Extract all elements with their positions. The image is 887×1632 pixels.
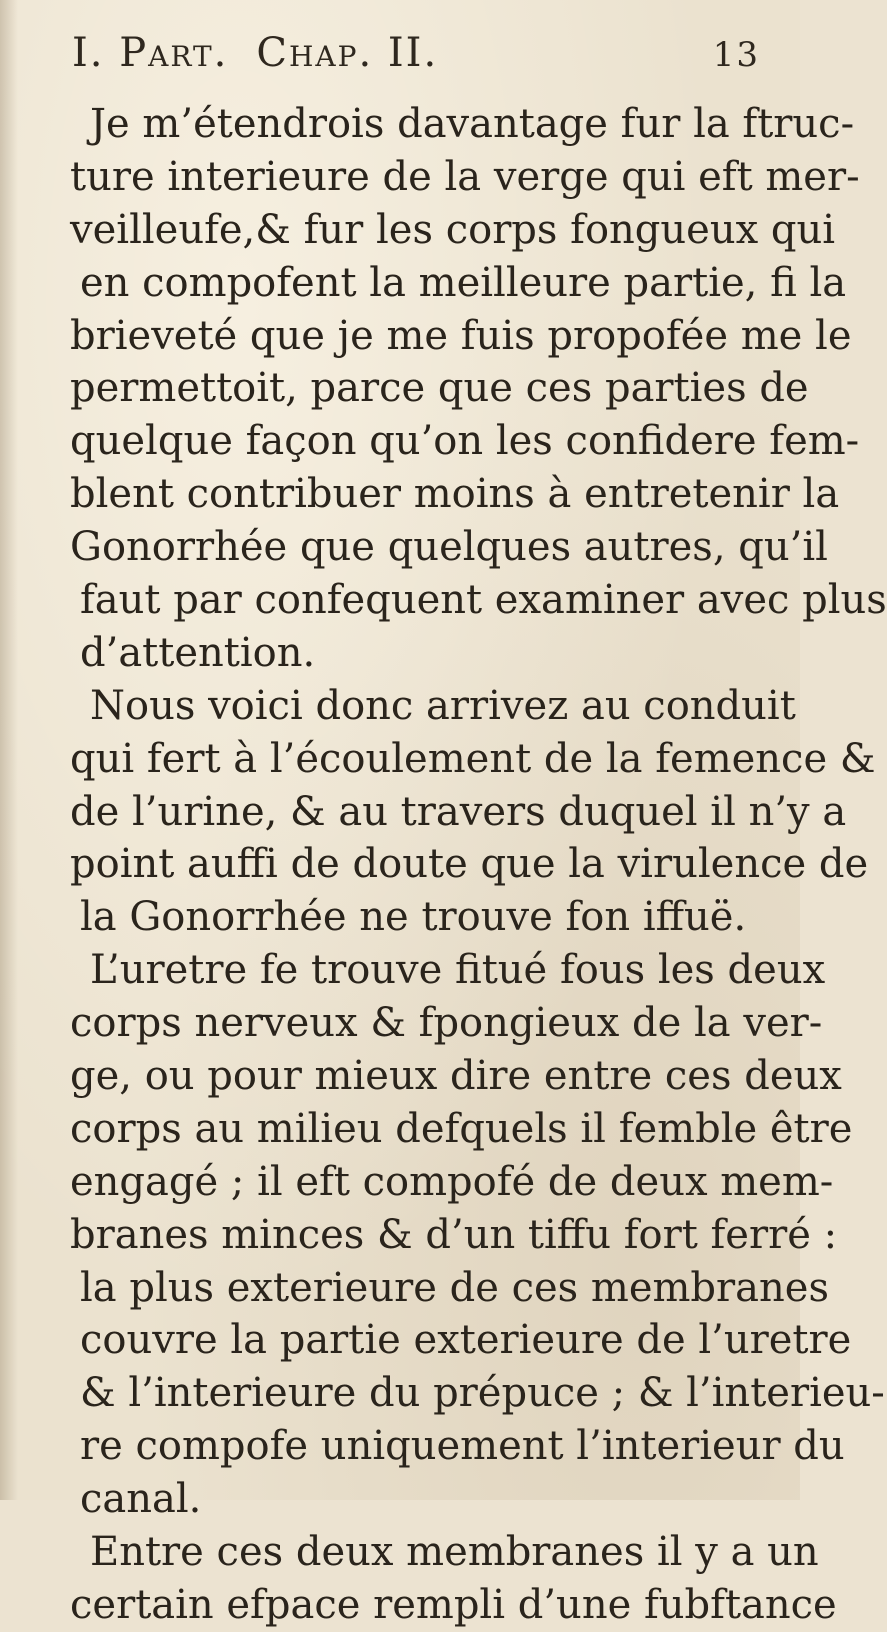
paragraph-start-line: Entre ces deux membranes il y a un — [90, 1529, 819, 1576]
text-line: en compofent la meilleure partie, fi la — [80, 259, 847, 306]
text-line: blent contribuer moins à entretenir la — [70, 471, 840, 518]
text-line: ture interieure de la verge qui eft mer- — [70, 153, 860, 200]
text-line: couvre la partie exterieure de l’uretre — [80, 1317, 852, 1364]
page-gutter-shadow — [0, 0, 18, 1500]
text-line: permettoit, parce que ces parties de — [70, 365, 809, 412]
running-head — [72, 30, 772, 86]
text-line: canal. — [80, 1476, 202, 1523]
text-line: faut par confequent examiner avec plus — [80, 577, 887, 624]
text-line: brieveté que je me fuis propofée me le — [70, 312, 852, 359]
text-line: engagé ; il eft compofé de deux mem- — [70, 1158, 834, 1205]
paragraph-start-line: Nous voici donc arrivez au conduit — [90, 682, 796, 729]
text-line: de l’urine, & au travers duquel il n’y a — [70, 788, 847, 835]
text-line: re compofe uniquement l’interieur du — [80, 1423, 845, 1470]
text-line: & l’interieure du prépuce ; & l’interieu- — [80, 1370, 885, 1417]
running-head-chapter: Chap. II. — [256, 30, 439, 76]
text-line: corps au milieu defquels il femble être — [70, 1105, 853, 1152]
text-line: qui fert à l’écoulement de la femence & — [70, 735, 876, 782]
text-line: branes minces & d’un tiffu fort ferré : — [70, 1211, 838, 1258]
text-line: quelque façon qu’on les confidere fem- — [70, 418, 860, 465]
text-line: certain efpace rempli d’une fubftance — [70, 1581, 837, 1628]
text-line: la Gonorrhée ne trouve fon iffuë. — [80, 894, 747, 941]
body-text — [40, 98, 887, 1632]
paragraph-start-line: L’uretre fe trouve fitué fous les deux — [90, 947, 826, 994]
running-head-part: I. Part. — [72, 30, 229, 76]
text-line: la plus exterieure de ces membranes — [80, 1264, 829, 1311]
text-line: d’attention. — [80, 629, 316, 676]
text-line: Je m’étendrois davantage fur la ftruc- — [90, 101, 855, 147]
page-number: 13 — [712, 35, 760, 75]
text-line: ge, ou pour mieux dire entre ces deux — [70, 1053, 842, 1100]
text-line: Gonorrhée que quelques autres, qu’il — [70, 524, 828, 571]
text-line: corps nerveux & fpongieux de la ver- — [70, 1000, 823, 1047]
text-line: point auffi de doute que la virulence de — [70, 841, 869, 888]
text-line: veilleufe,& fur les corps fongueux qui — [70, 206, 836, 253]
